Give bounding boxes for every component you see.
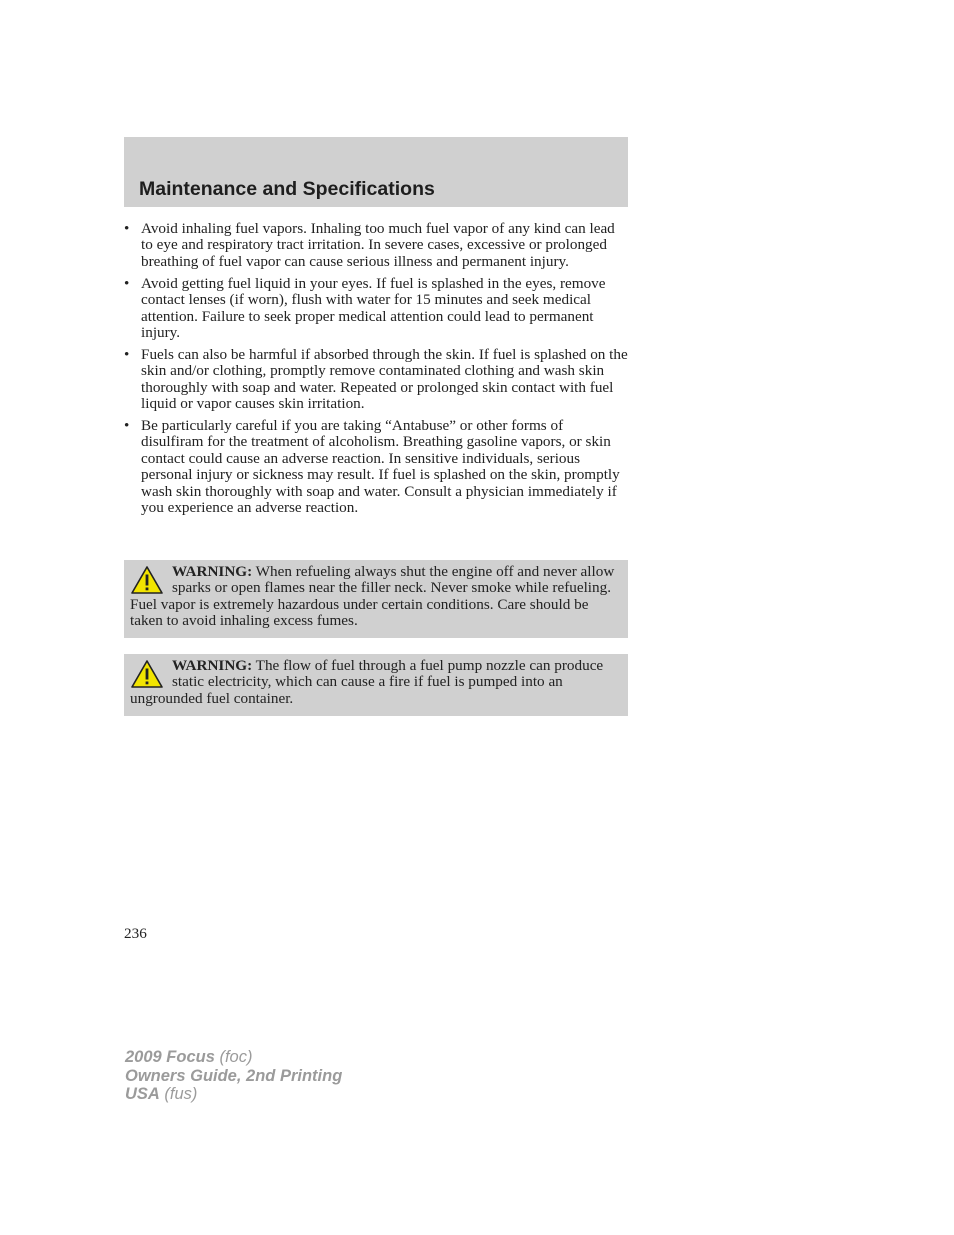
- bullet-marker: •: [124, 274, 130, 292]
- footer: [125, 1048, 342, 1104]
- warning-text: The flow of fuel through a fuel pump nozzle can produce static electricity, which can cause a fire if fuel is pumped into an ungrounded fuel container.: [130, 657, 604, 707]
- footer-line-model: 2009 Focus (foc): [125, 1048, 253, 1066]
- warning-text: When refueling always shut the engine off and never allow sparks or open flames near the filler neck. Never smoke while refueling. Fuel vapor is extremely hazardous under certain conditions. Care should be taken to avoid inhaling excess fumes.: [130, 563, 615, 630]
- section-title: Maintenance and Specifications: [139, 178, 435, 200]
- list-item: [124, 276, 628, 342]
- list-item: [124, 418, 628, 516]
- bullet-marker: •: [124, 220, 130, 237]
- list-item-text: Fuels can also be harmful if absorbed through the skin. If fuel is splashed on the skin and/or clothing, promptly remove contaminated clothing and wash skin thoroughly with soap and water. Repeated or prolonged skin contact with fuel liquid or vapor causes skin irritation.: [141, 345, 628, 413]
- list-item-text: Avoid inhaling fuel vapors. Inhaling too much fuel vapor of any kind can lead to eye and respiratory tract irritation. In severe cases, excessive or prolonged breathing of fuel vapor can cause serious illness and permanent injury.: [141, 220, 615, 270]
- list-item: [124, 221, 628, 270]
- warning-box-static: [124, 654, 628, 716]
- bullet-marker: •: [124, 345, 130, 363]
- page-number: 236: [124, 925, 147, 942]
- warning-box-refueling: [124, 560, 628, 638]
- warning-triangle-icon: [130, 659, 164, 689]
- list-item: [124, 347, 628, 413]
- warning-label: WARNING:: [172, 563, 253, 580]
- bullet-list: [124, 221, 628, 522]
- bullet-marker: •: [124, 416, 130, 434]
- warning-triangle-icon: [130, 565, 164, 595]
- footer-line-guide: Owners Guide, 2nd Printing: [125, 1066, 343, 1085]
- list-item-text: Be particularly careful if you are taking “Antabuse” or other forms of disulfiram for the treatment of alcoholism. Breathing gasoline vapors, or skin contact could cause an adverse reaction. In sensitive individuals, serious personal injury or sickness may result. If fuel is splashed on the skin, promptly wash skin thoroughly with soap and water. Consult a physician immediately if you experience an adverse reaction.: [141, 416, 620, 516]
- warning-label: WARNING:: [172, 657, 253, 674]
- footer-line-market: USA (fus): [125, 1085, 198, 1103]
- list-item-text: Avoid getting fuel liquid in your eyes. If fuel is splashed in the eyes, remove contact lenses (if worn), flush with water for 15 minutes and seek medical attention. Failure to seek proper medical attention could lead to permanent injury.: [141, 274, 606, 341]
